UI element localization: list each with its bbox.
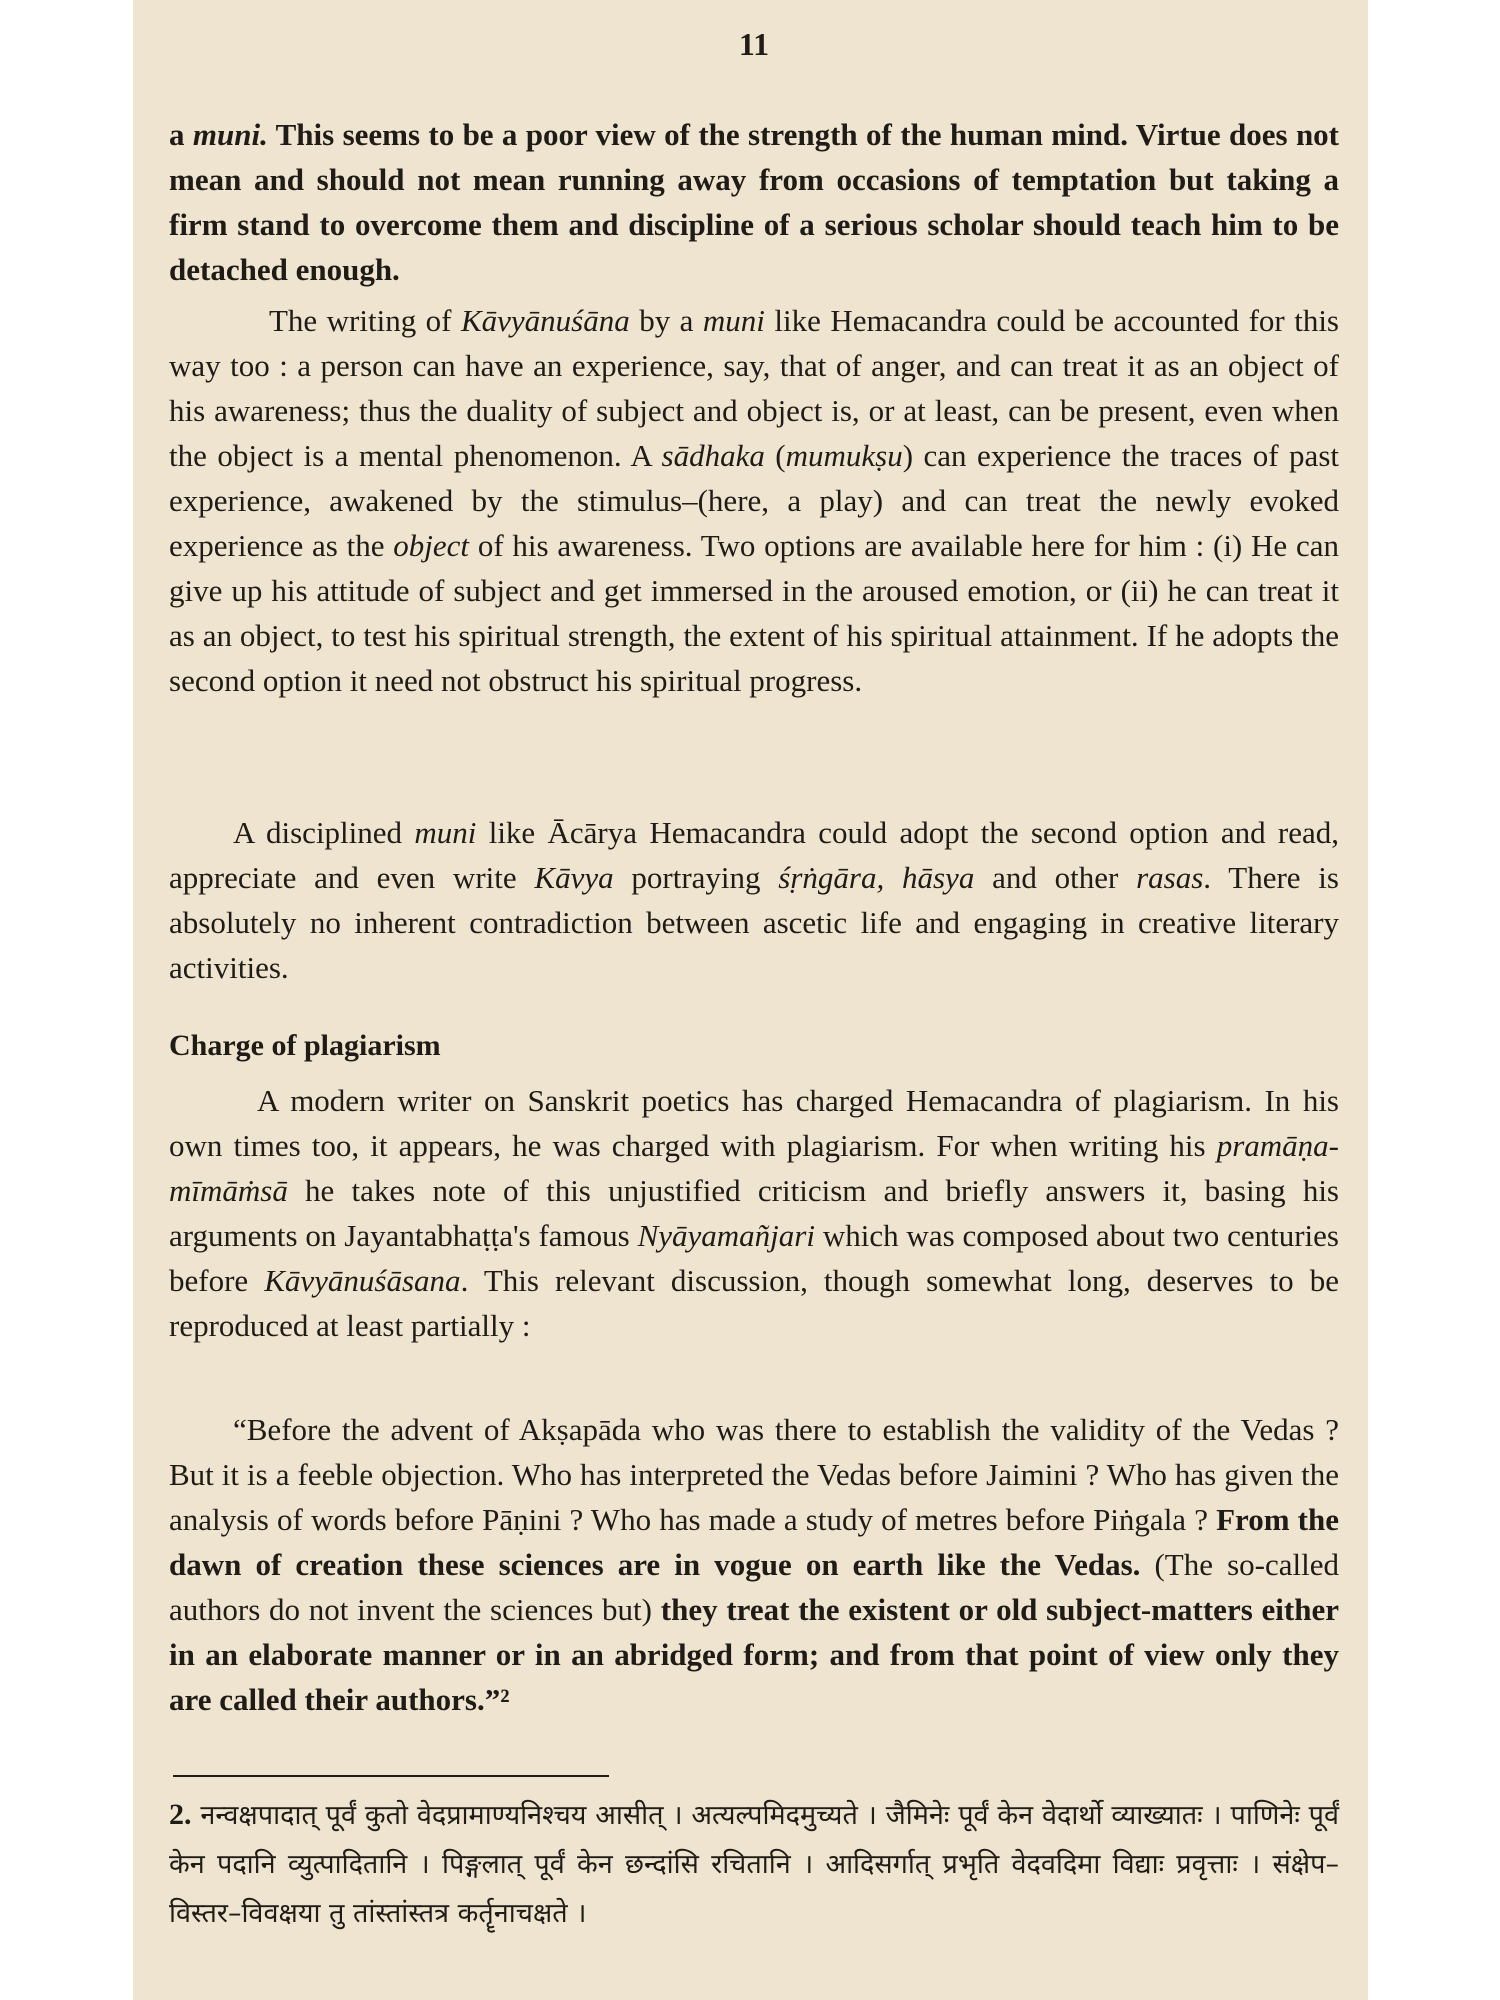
emphasis: muni bbox=[702, 303, 765, 338]
footnote-divider bbox=[173, 1775, 609, 1777]
page-number: 11 bbox=[738, 26, 770, 62]
text-run: like Hemacandra could be accounted for this way too : a person can have an experience, say, that of anger, and can treat it as an object of his awareness; thus the duality of subject and object is, or at least, can be present, even when the object is a mental phenomenon. A bbox=[169, 303, 1339, 473]
emphasis: Kāvya bbox=[534, 860, 614, 895]
paragraph-disciplined-muni bbox=[169, 810, 1339, 990]
text-run: of his awareness. Two options are available here for him : (i) He can give up his attitude of subject and get immersed in the aroused emotion, or (ii) he can treat it as an object, to test his spiritual strength, the extent of his spiritual attainment. If he adopts the second option it need not obstruct his spiritual progress. bbox=[169, 528, 1339, 698]
emphasis: mumukṣu bbox=[785, 438, 903, 473]
text-run: he takes note of this unjustified criticism and briefly answers it, basing his arguments on Jayantabhaṭṭa's famous bbox=[169, 1173, 1339, 1253]
emphasis: śṛṅgāra, hāsya bbox=[778, 860, 975, 895]
text-run: by a bbox=[629, 303, 703, 338]
text-run: (The so-called authors do not invent the sciences but) bbox=[169, 1547, 1339, 1627]
footnote bbox=[169, 1790, 1339, 1938]
emphasis: sādhaka bbox=[661, 438, 765, 473]
paragraph-virtue bbox=[169, 112, 1339, 292]
paragraph-quotation bbox=[169, 1407, 1339, 1722]
text-run: The writing of bbox=[269, 303, 461, 338]
text-run: which was composed about two centuries before bbox=[169, 1218, 1339, 1298]
bold-run: they treat the existent or old subject-matters either in an elaborate manner or in an abridged form; and from that point of view only they are called their authors.”² bbox=[169, 1592, 1339, 1717]
emphasis: Kāvyānuśāsana bbox=[264, 1263, 461, 1298]
emphasis: Kāvyānuśāna bbox=[460, 303, 630, 338]
emphasis: object bbox=[393, 528, 470, 563]
paragraph-plagiarism bbox=[169, 1078, 1339, 1348]
text-run: ( bbox=[764, 438, 786, 473]
text-run: . This relevant discussion, though somewhat long, deserves to be reproduced at least partially : bbox=[169, 1263, 1339, 1343]
text-run: portraying bbox=[613, 860, 779, 895]
footnote-text: नन्वक्षपादात् पूर्वं कुतो वेदप्रामाण्यनिश्चय आसीत् । अत्यल्पमिदमुच्यते । जैमिनेः पूर्वं केन वेदार्थो व्याख्यातः । पाणिनेः पूर्वं केन पदानि व्युत्पादितानि । पिङ्गलात् पूर्वं केन छन्दांसि रचितानि । आदिसर्गात् प्रभृति वेदवदिमा विद्याः प्रवृत्ताः । संक्षेप–विस्तर–विवक्षया तु तांस्तांस्तत्र कर्तॄनाचक्षते । bbox=[169, 1800, 1339, 1929]
emphasis: pramāṇa-mīmāṁsā bbox=[169, 1128, 1339, 1208]
section-heading: Charge of plagiarism bbox=[169, 1029, 441, 1062]
book-page bbox=[133, 0, 1368, 2000]
text-run: a bbox=[169, 117, 193, 152]
text-run: A modern writer on Sanskrit poetics has charged Hemacandra of plagiarism. In his own times too, it appears, he was charged with plagiarism. For when writing his bbox=[169, 1083, 1339, 1163]
footnote-number: 2. bbox=[169, 1798, 192, 1831]
paragraph-kavyanushasana bbox=[169, 298, 1339, 703]
text-run: . There is absolutely no inherent contradiction between ascetic life and engaging in creative literary activities. bbox=[169, 860, 1339, 985]
emphasis: Nyāyamañjari bbox=[637, 1218, 815, 1253]
text-run: ) can experience the traces of past experience, awakened by the stimulus–(here, a play) and can treat the newly evoked experience as the bbox=[169, 438, 1339, 563]
text-run: “Before the advent of Akṣapāda who was there to establish the validity of the Vedas ? But it is a feeble objection. Who has interpreted the Vedas before Jaimini ? Who has given the analysis of words before Pāṇini ? Who has made a study of metres before Piṅgala ? bbox=[169, 1412, 1339, 1537]
text-run: like Ācārya Hemacandra could adopt the second option and read, appreciate and even write bbox=[169, 815, 1339, 895]
text-run: and other bbox=[974, 860, 1137, 895]
text-run: This seems to be a poor view of the strength of the human mind. Virtue does not mean and should not mean running away from occasions of temptation but taking a firm stand to overcome them and discipline of a serious scholar should teach him to be detached enough. bbox=[169, 117, 1340, 287]
emphasis: muni. bbox=[192, 117, 268, 152]
text-run: A disciplined bbox=[233, 815, 415, 850]
bold-run: From the dawn of creation these sciences are in vogue on earth like the Vedas. bbox=[169, 1502, 1339, 1582]
emphasis: rasas bbox=[1136, 860, 1204, 895]
emphasis: muni bbox=[414, 815, 477, 850]
